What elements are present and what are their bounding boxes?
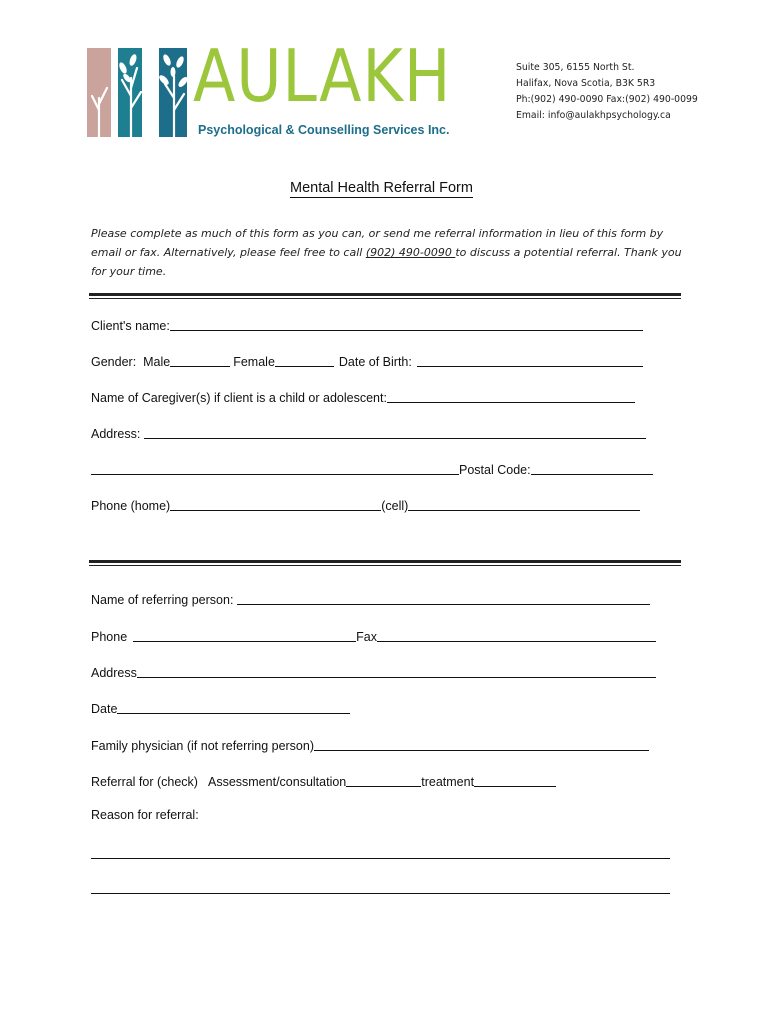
intro-part1: Please complete as much of this form as you can, or send me referral information in lieu of this form by email or fax. Alternatively, please feel free to call xyxy=(91,227,664,259)
family-physician-row xyxy=(91,736,649,753)
date-label: Date xyxy=(91,702,118,716)
referral-for-row xyxy=(91,772,556,789)
tree-icon xyxy=(87,48,189,137)
reason-row xyxy=(91,808,199,822)
male-label: Male xyxy=(143,355,171,369)
clients-name-label: Client's name: xyxy=(91,319,170,333)
cell-field[interactable] xyxy=(408,496,640,511)
assessment-field[interactable] xyxy=(346,772,421,787)
referring-person-label: Name of referring person: xyxy=(91,593,234,607)
postal-code-label: Postal Code: xyxy=(459,463,531,477)
treatment-field[interactable] xyxy=(474,772,556,787)
phone-home-label: Phone (home) xyxy=(91,499,171,513)
date-row xyxy=(91,699,350,716)
gender-row xyxy=(91,352,643,369)
treatment-label: treatment xyxy=(421,775,475,789)
female-label: Female xyxy=(233,355,275,369)
contact-city: Halifax, Nova Scotia, B3K 5R3 xyxy=(516,78,656,89)
postal-row xyxy=(91,460,653,477)
date-field[interactable] xyxy=(117,699,350,714)
male-field[interactable] xyxy=(170,352,230,367)
referring-person-field[interactable] xyxy=(237,590,650,605)
address-label: Address: xyxy=(91,427,141,441)
address-row xyxy=(91,424,646,441)
section-divider-2 xyxy=(89,560,681,566)
referrer-phone-field[interactable] xyxy=(133,627,356,642)
assessment-label: Assessment/consultation xyxy=(207,775,347,789)
dob-field[interactable] xyxy=(417,352,643,367)
referral-for-label: Referral for (check) xyxy=(91,775,198,789)
referring-person-row xyxy=(91,590,650,607)
intro-text xyxy=(91,224,691,281)
contact-address: Suite 305, 6155 North St. xyxy=(516,62,635,73)
intro-part2: to discuss a potential referral. Thank you for your time. xyxy=(91,246,682,278)
gender-label: Gender: xyxy=(91,355,137,369)
referrer-address-label: Address xyxy=(91,666,137,680)
female-field[interactable] xyxy=(275,352,334,367)
referrer-phone-label: Phone xyxy=(91,630,128,644)
caregiver-row xyxy=(91,388,635,405)
caregiver-field[interactable] xyxy=(387,388,635,403)
phone-home-field[interactable] xyxy=(170,496,381,511)
referrer-address-field[interactable] xyxy=(137,663,656,678)
cell-label: (cell) xyxy=(381,499,409,513)
reason-line-2[interactable] xyxy=(91,893,670,894)
reason-label: Reason for referral: xyxy=(91,808,199,822)
referrer-address-row xyxy=(91,663,656,680)
caregiver-label: Name of Caregiver(s) if client is a child or adolescent: xyxy=(91,391,387,405)
referrer-fax-field[interactable] xyxy=(377,627,656,642)
address-field[interactable] xyxy=(144,424,646,439)
postal-code-field[interactable] xyxy=(531,460,653,475)
contact-block xyxy=(516,60,698,124)
intro-phone: (902) 490-0090 xyxy=(365,246,456,259)
reason-line-1[interactable] xyxy=(91,858,670,859)
phone-row xyxy=(91,496,640,513)
contact-email: Email: info@aulakhpsychology.ca xyxy=(516,110,671,121)
dob-label: Date of Birth: xyxy=(338,355,412,369)
family-physician-field[interactable] xyxy=(314,736,649,751)
brand-subtitle: Psychological & Counselling Services Inc. xyxy=(198,123,450,137)
address-line2-field[interactable] xyxy=(91,460,459,475)
contact-phone-fax: Ph:(902) 490-0090 Fax:(902) 490-0099 xyxy=(516,94,698,105)
brand-name: AULAKH xyxy=(193,34,452,118)
referrer-fax-label: Fax xyxy=(356,630,377,644)
section-divider xyxy=(89,293,681,299)
clients-name-row xyxy=(91,316,643,333)
clients-name-field[interactable] xyxy=(170,316,643,331)
form-title: Mental Health Referral Form xyxy=(290,180,473,196)
referrer-phone-row xyxy=(91,627,656,644)
family-physician-label: Family physician (if not referring person) xyxy=(91,739,314,753)
